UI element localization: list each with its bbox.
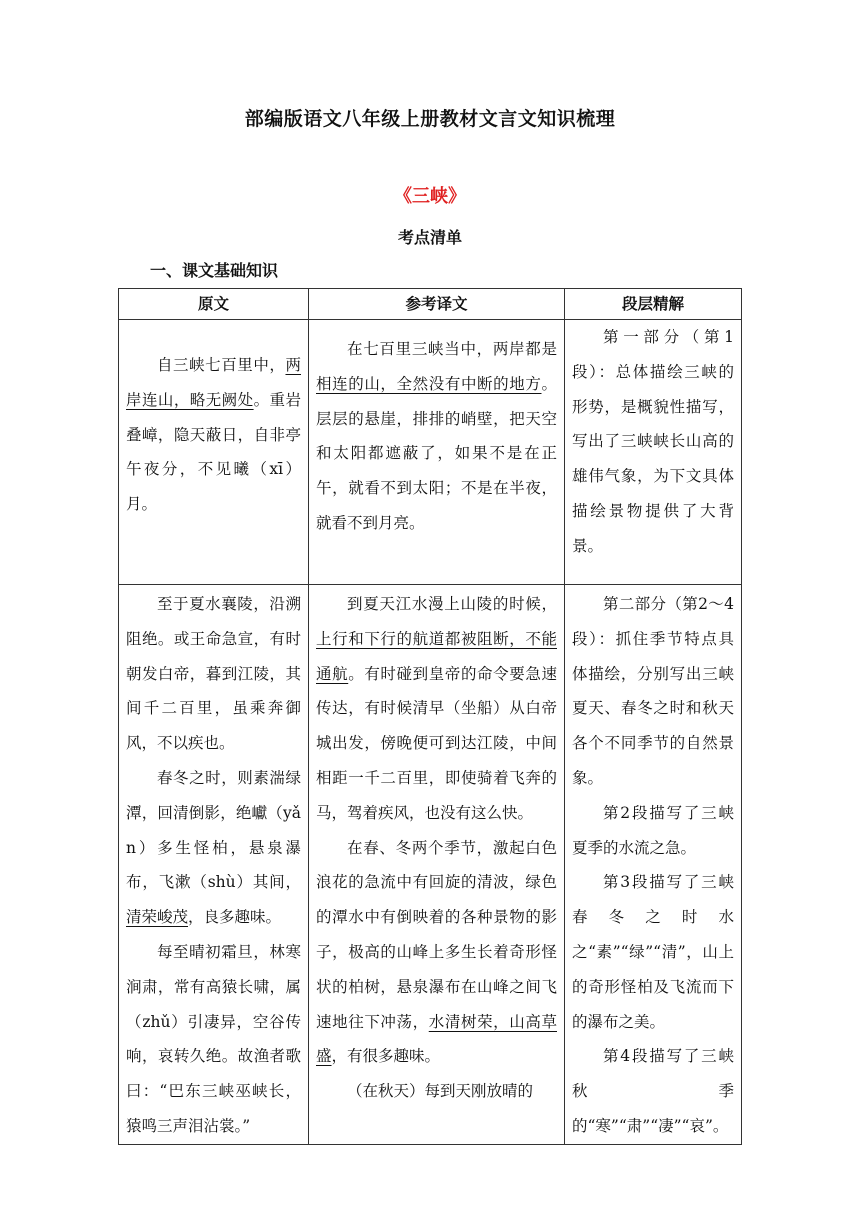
original-cell (119, 320, 309, 585)
header-original: 原文 (119, 289, 309, 320)
analysis-paragraph: 第3段描写了三峡春冬之时水之“素”“绿”“清”，山上的奇形怪柏及飞流而下的瀑布之美。 (572, 873, 734, 1031)
table-row (119, 585, 742, 1145)
original-paragraph: 每至晴初霜旦，林寒涧肃，常有高猿长啸，属（zhǔ）引凄异，空谷传响，哀转久绝。故渔者歌曰：“巴东三峡巫峡长，猿鸣三声泪沾裳。” (126, 942, 301, 1135)
original-paragraph: 自三峡七百里中，两岸连山，略无阙处。重岩叠嶂，隐天蔽日，自非亭午夜分，不见曦（xī）月。 (126, 356, 301, 514)
analysis-paragraph: 第2段描写了三峡夏季的水流之急。 (572, 803, 734, 857)
translation-cell (309, 320, 565, 585)
translation-paragraph: 在春、冬两个季节，激起白色浪花的急流中有回旋的清波，绿色的潭水中有倒映着的各种景物的影子，极高的山峰上多生长着奇形怪状的柏树，悬泉瀑布在山峰之间飞速地往下冲荡，水清树荣，山高草盛，有很多趣味。 (316, 838, 557, 1066)
document-title: 部编版语文八年级上册教材文言文知识梳理 (244, 108, 616, 130)
knowledge-table (118, 288, 742, 1145)
section-heading: 一、课文基础知识 (150, 261, 279, 280)
analysis-paragraph: 第二部分（第2～4段）：抓住季节特点具体描绘，分别写出三峡夏天、春冬之时和秋天各个不同季节的自然景象。 (572, 595, 734, 787)
analysis-paragraph: 第一部分（第1段）：总体描绘三峡的形势，是概貌性描写，写出了三峡峡长山高的雄伟气象，为下文具体描绘景物提供了大背景。 (572, 328, 734, 555)
translation-paragraph: 在七百里三峡当中，两岸都是相连的山，全然没有中断的地方。层层的悬崖，排排的峭壁，把天空和太阳都遮蔽了，如果不是在正午，就看不到太阳；不是在半夜，就看不到月亮。 (316, 340, 557, 532)
original-cell (119, 585, 309, 1145)
translation-paragraph: 到夏天江水漫上山陵的时候，上行和下行的航道都被阻断，不能通航。有时碰到皇帝的命令要急速传达，有时候清早（坐船）从白帝城出发，傍晚便可到达江陵，中间相距一千二百里，即使骑着飞奔的马，驾着疾风，也没有这么快。 (316, 595, 557, 822)
header-analysis: 段层精解 (565, 289, 742, 320)
table-row (119, 320, 742, 585)
original-paragraph: 春冬之时，则素湍绿潭，回清倒影，绝巘（yǎn）多生怪柏，悬泉瀑布，飞漱（shù）其间，清荣峻茂，良多趣味。 (126, 768, 301, 927)
original-paragraph: 至于夏水襄陵，沿溯阻绝。或王命急宣，有时朝发白帝，暮到江陵，其间千二百里，虽乘奔御风，不以疾也。 (126, 595, 301, 753)
lesson-title: 《三峡》 (394, 186, 466, 207)
translation-paragraph: （在秋天）每到天刚放晴的 (347, 1082, 534, 1101)
analysis-paragraph: 第4段描写了三峡秋季的“寒”“肃”“凄”“哀”。 (572, 1047, 734, 1135)
section-title: 考点清单 (397, 228, 462, 247)
translation-cell (309, 585, 565, 1145)
analysis-cell (565, 320, 742, 585)
header-translation: 参考译文 (309, 289, 565, 320)
analysis-cell (565, 585, 742, 1145)
table-header-row (119, 289, 742, 320)
